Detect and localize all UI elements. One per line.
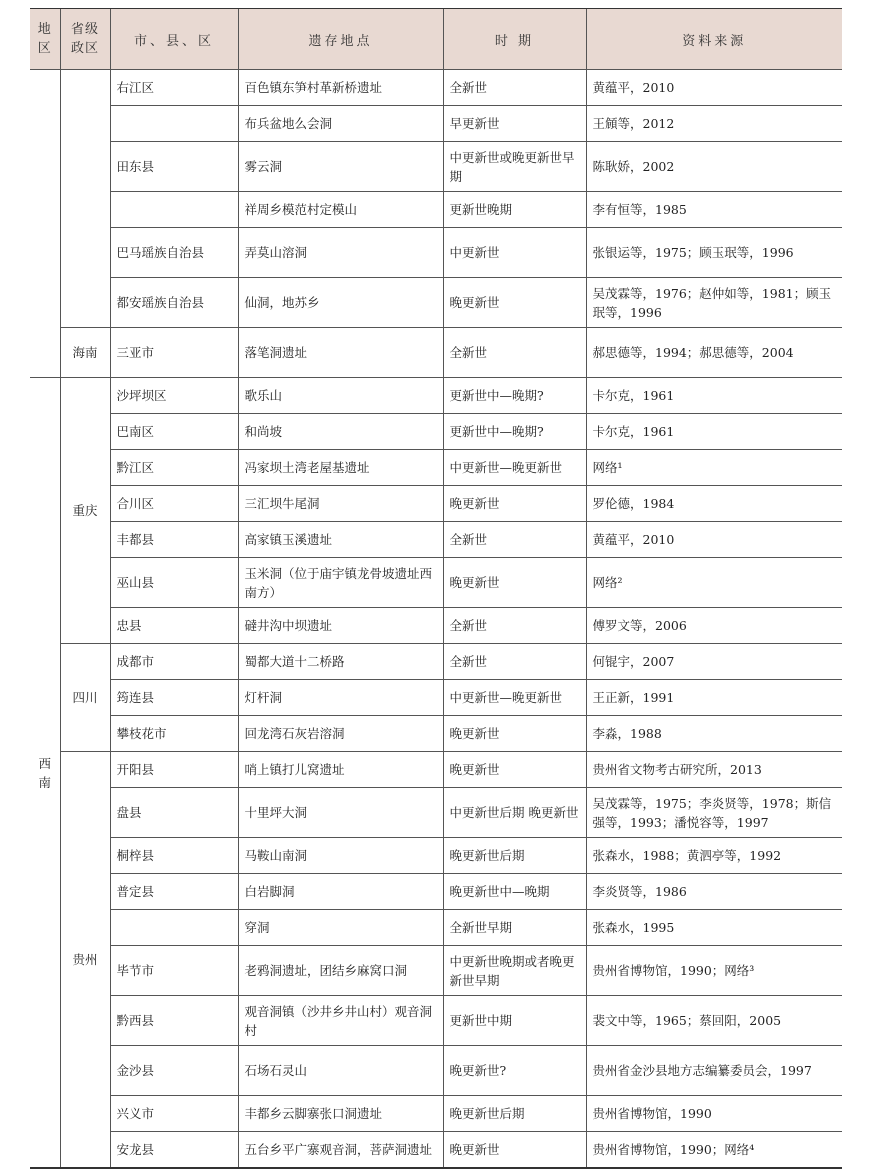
period-cell: 晚更新世 bbox=[443, 1132, 586, 1168]
province-cell: 海南 bbox=[60, 328, 110, 378]
source-cell: 贵州省博物馆，1990；网络⁴ bbox=[586, 1132, 842, 1168]
table-row bbox=[30, 192, 842, 228]
source-cell: 李淼，1988 bbox=[586, 716, 842, 752]
table-row bbox=[30, 946, 842, 996]
site-cell: 䃮井沟中坝遗址 bbox=[238, 608, 443, 644]
site-cell: 百色镇东笋村革新桥遗址 bbox=[238, 70, 443, 106]
region-label: 西南 bbox=[38, 755, 51, 790]
site-cell: 冯家坝土湾老屋基遗址 bbox=[238, 450, 443, 486]
site-cell: 石场石灵山 bbox=[238, 1046, 443, 1096]
source-cell: 张银运等，1975；顾玉珉等，1996 bbox=[586, 228, 842, 278]
site-cell: 和尚坡 bbox=[238, 414, 443, 450]
site-cell: 布兵盆地么会洞 bbox=[238, 106, 443, 142]
site-cell: 回龙湾石灰岩溶洞 bbox=[238, 716, 443, 752]
province-cell: 重庆 bbox=[60, 378, 110, 644]
province-cell bbox=[60, 70, 110, 328]
source-cell: 贵州省文物考古研究所，2013 bbox=[586, 752, 842, 788]
period-cell: 全新世 bbox=[443, 644, 586, 680]
source-cell: 王正新，1991 bbox=[586, 680, 842, 716]
site-cell: 马鞍山南洞 bbox=[238, 838, 443, 874]
county-cell: 丰都县 bbox=[110, 522, 238, 558]
county-cell bbox=[110, 192, 238, 228]
table-page bbox=[30, 8, 842, 1168]
source-cell: 吴茂霖等，1975；李炎贤等，1978；斯信强等，1993；潘悦容等，1997 bbox=[586, 788, 842, 838]
header-source: 资料来源 bbox=[586, 9, 842, 70]
table-row bbox=[30, 644, 842, 680]
period-cell: 晚更新世后期 bbox=[443, 1096, 586, 1132]
table-row bbox=[30, 1132, 842, 1168]
table-row bbox=[30, 910, 842, 946]
county-cell: 黔江区 bbox=[110, 450, 238, 486]
period-cell: 中更新世—晚更新世 bbox=[443, 450, 586, 486]
county-cell: 盘县 bbox=[110, 788, 238, 838]
period-cell: 全新世 bbox=[443, 608, 586, 644]
county-cell: 黔西县 bbox=[110, 996, 238, 1046]
period-cell: 晚更新世后期 bbox=[443, 838, 586, 874]
period-cell: 中更新世后期 晚更新世 bbox=[443, 788, 586, 838]
period-cell: 晚更新世 bbox=[443, 558, 586, 608]
site-cell: 灯杆洞 bbox=[238, 680, 443, 716]
table-body bbox=[30, 70, 842, 1168]
site-cell: 老鸦洞遗址，团结乡麻窝口洞 bbox=[238, 946, 443, 996]
table-row bbox=[30, 1096, 842, 1132]
period-cell: 更新世晚期 bbox=[443, 192, 586, 228]
province-cell: 四川 bbox=[60, 644, 110, 752]
county-cell: 沙坪坝区 bbox=[110, 378, 238, 414]
table-row bbox=[30, 414, 842, 450]
county-cell: 安龙县 bbox=[110, 1132, 238, 1168]
site-cell: 丰都乡云脚寨张口洞遗址 bbox=[238, 1096, 443, 1132]
county-cell bbox=[110, 910, 238, 946]
county-cell: 毕节市 bbox=[110, 946, 238, 996]
table-row bbox=[30, 70, 842, 106]
period-cell: 中更新世 bbox=[443, 228, 586, 278]
site-cell: 弄莫山溶洞 bbox=[238, 228, 443, 278]
source-cell: 李炎贤等，1986 bbox=[586, 874, 842, 910]
county-cell: 攀枝花市 bbox=[110, 716, 238, 752]
county-cell bbox=[110, 106, 238, 142]
site-cell: 穿洞 bbox=[238, 910, 443, 946]
county-cell: 田东县 bbox=[110, 142, 238, 192]
source-cell: 卡尔克，1961 bbox=[586, 414, 842, 450]
site-cell: 雾云洞 bbox=[238, 142, 443, 192]
county-cell: 成都市 bbox=[110, 644, 238, 680]
source-cell: 王頠等，2012 bbox=[586, 106, 842, 142]
source-cell: 卡尔克，1961 bbox=[586, 378, 842, 414]
county-cell: 巴南区 bbox=[110, 414, 238, 450]
source-cell: 贵州省博物馆，1990 bbox=[586, 1096, 842, 1132]
site-cell: 蜀都大道十二桥路 bbox=[238, 644, 443, 680]
period-cell: 晚更新世 bbox=[443, 486, 586, 522]
table-row bbox=[30, 106, 842, 142]
county-cell: 巫山县 bbox=[110, 558, 238, 608]
period-cell: 晚更新世中—晚期 bbox=[443, 874, 586, 910]
period-cell: 中更新世晚期或者晚更新世早期 bbox=[443, 946, 586, 996]
table-row bbox=[30, 996, 842, 1046]
source-cell: 网络¹ bbox=[586, 450, 842, 486]
county-cell: 筠连县 bbox=[110, 680, 238, 716]
source-cell: 吴茂霖等，1976；赵仲如等，1981；顾玉珉等，1996 bbox=[586, 278, 842, 328]
period-cell: 更新世中—晚期? bbox=[443, 378, 586, 414]
period-cell: 晚更新世 bbox=[443, 716, 586, 752]
source-cell: 网络² bbox=[586, 558, 842, 608]
table-row bbox=[30, 788, 842, 838]
period-cell: 晚更新世? bbox=[443, 1046, 586, 1096]
source-cell: 张森水，1988；黄泗亭等，1992 bbox=[586, 838, 842, 874]
table-row bbox=[30, 874, 842, 910]
site-cell: 观音洞镇（沙井乡井山村）观音洞村 bbox=[238, 996, 443, 1046]
source-cell: 张森水，1995 bbox=[586, 910, 842, 946]
period-cell: 晚更新世 bbox=[443, 278, 586, 328]
site-cell: 五台乡平广寨观音洞，菩萨洞遗址 bbox=[238, 1132, 443, 1168]
header-site: 遗存地点 bbox=[238, 9, 443, 70]
county-cell: 金沙县 bbox=[110, 1046, 238, 1096]
site-cell: 仙洞，地苏乡 bbox=[238, 278, 443, 328]
period-cell: 更新世中期 bbox=[443, 996, 586, 1046]
source-cell: 贵州省博物馆，1990；网络³ bbox=[586, 946, 842, 996]
header-region: 地区 bbox=[30, 9, 60, 70]
table-row bbox=[30, 680, 842, 716]
table-header-row bbox=[30, 9, 842, 70]
region-cell bbox=[30, 70, 60, 378]
table-row bbox=[30, 752, 842, 788]
table-bottom-rule bbox=[30, 1167, 842, 1169]
county-cell: 都安瑶族自治县 bbox=[110, 278, 238, 328]
site-cell: 哨上镇打儿窝遗址 bbox=[238, 752, 443, 788]
period-cell: 全新世早期 bbox=[443, 910, 586, 946]
county-cell: 巴马瑶族自治县 bbox=[110, 228, 238, 278]
period-cell: 全新世 bbox=[443, 328, 586, 378]
county-cell: 普定县 bbox=[110, 874, 238, 910]
source-cell: 何锟宇，2007 bbox=[586, 644, 842, 680]
county-cell: 右江区 bbox=[110, 70, 238, 106]
table-row bbox=[30, 1046, 842, 1096]
source-cell: 裴文中等，1965；蔡回阳，2005 bbox=[586, 996, 842, 1046]
site-cell: 十里坪大洞 bbox=[238, 788, 443, 838]
site-cell: 三汇坝牛尾洞 bbox=[238, 486, 443, 522]
table-row bbox=[30, 378, 842, 414]
source-cell: 贵州省金沙县地方志编纂委员会，1997 bbox=[586, 1046, 842, 1096]
source-cell: 罗伦德，1984 bbox=[586, 486, 842, 522]
county-cell: 开阳县 bbox=[110, 752, 238, 788]
source-cell: 李有恒等，1985 bbox=[586, 192, 842, 228]
site-cell: 祥周乡模范村定模山 bbox=[238, 192, 443, 228]
site-cell: 落笔洞遗址 bbox=[238, 328, 443, 378]
table-row bbox=[30, 450, 842, 486]
period-cell: 中更新世或晚更新世早期 bbox=[443, 142, 586, 192]
source-cell: 陈耿娇，2002 bbox=[586, 142, 842, 192]
table-row bbox=[30, 716, 842, 752]
table-row bbox=[30, 608, 842, 644]
period-cell: 中更新世—晚更新世 bbox=[443, 680, 586, 716]
table-row bbox=[30, 522, 842, 558]
header-county: 市、县、区 bbox=[110, 9, 238, 70]
county-cell: 桐梓县 bbox=[110, 838, 238, 874]
site-cell: 玉米洞（位于庙宇镇龙骨坡遗址西南方） bbox=[238, 558, 443, 608]
period-cell: 晚更新世 bbox=[443, 752, 586, 788]
table-row bbox=[30, 278, 842, 328]
site-cell: 歌乐山 bbox=[238, 378, 443, 414]
table-row bbox=[30, 228, 842, 278]
fossil-sites-table bbox=[30, 8, 842, 1168]
table-row bbox=[30, 486, 842, 522]
period-cell: 更新世中—晚期? bbox=[443, 414, 586, 450]
table-row bbox=[30, 838, 842, 874]
period-cell: 全新世 bbox=[443, 522, 586, 558]
source-cell: 黄蕴平，2010 bbox=[586, 522, 842, 558]
region-cell bbox=[30, 378, 60, 1168]
county-cell: 兴义市 bbox=[110, 1096, 238, 1132]
header-period: 时 期 bbox=[443, 9, 586, 70]
period-cell: 早更新世 bbox=[443, 106, 586, 142]
table-row bbox=[30, 328, 842, 378]
source-cell: 郝思德等，1994；郝思德等，2004 bbox=[586, 328, 842, 378]
table-row bbox=[30, 558, 842, 608]
period-cell: 全新世 bbox=[443, 70, 586, 106]
county-cell: 忠县 bbox=[110, 608, 238, 644]
county-cell: 三亚市 bbox=[110, 328, 238, 378]
table-row bbox=[30, 142, 842, 192]
header-province: 省级政区 bbox=[60, 9, 110, 70]
site-cell: 高家镇玉溪遗址 bbox=[238, 522, 443, 558]
county-cell: 合川区 bbox=[110, 486, 238, 522]
source-cell: 黄蕴平，2010 bbox=[586, 70, 842, 106]
site-cell: 白岩脚洞 bbox=[238, 874, 443, 910]
province-cell: 贵州 bbox=[60, 752, 110, 1168]
source-cell: 傅罗文等，2006 bbox=[586, 608, 842, 644]
